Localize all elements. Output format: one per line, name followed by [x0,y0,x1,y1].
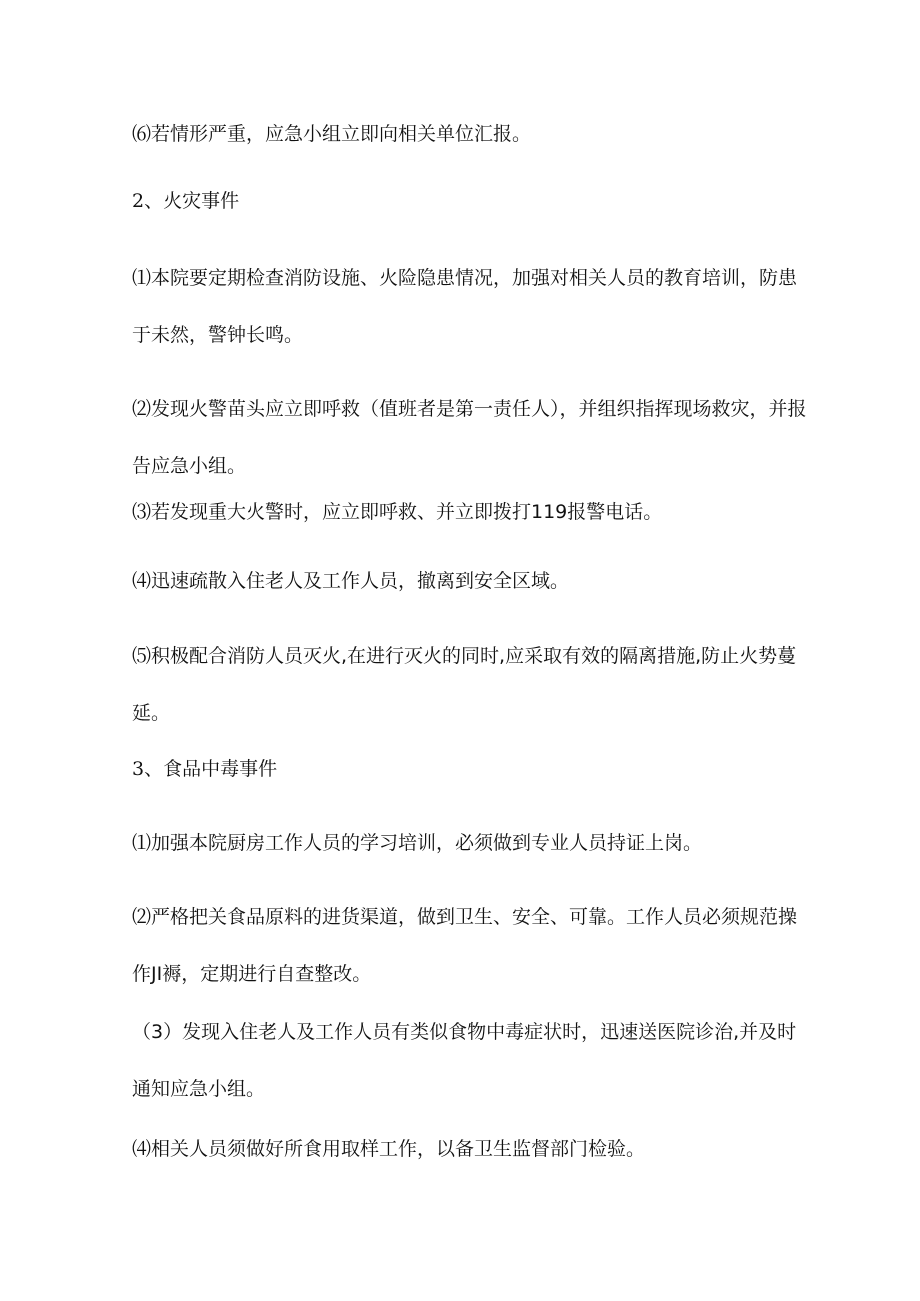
section-heading-fire: 2、火灾事件 [132,190,240,212]
paragraph-food-1: ⑴加强本院厨房工作人员的学习培训，必须做到专业人员持证上岗。 [132,832,703,854]
paragraph-food-4: ⑷相关人员须做好所食用取样工作，以备卫生监督部门检验。 [132,1138,646,1160]
paragraph-fire-5: ⑸积极配合消防人员灭火,在进行灭火的同时,应采取有效的隔离措施,防止火势蔓延。 [132,645,797,724]
paragraph-fire-4: ⑷迅速疏散入住老人及工作人员，撤离到安全区域。 [132,570,570,592]
paragraph-fire-2: ⑵发现火警苗头应立即呼救（值班者是第一责任人），并组织指挥现场救灾，并报告应急小组。 [132,398,807,477]
paragraph-food-2: ⑵严格把关食品原料的进货渠道，做到卫生、安全、可靠。工作人员必须规范操作JI褥，定期进行自查整改。 [132,906,798,985]
paragraph-fire-1: ⑴本院要定期检查消防设施、火险隐患情况，加强对相关人员的教育培训，防患于未然，警钟长鸣。 [132,267,798,346]
paragraph-food-3: （3）发现入住老人及工作人员有类似食物中毒症状时，迅速送医院诊治,并及时通知应急小组。 [132,1021,797,1100]
section-heading-food-poisoning: 3、食品中毒事件 [132,758,278,780]
paragraph-item-6-report: ⑹若情形严重，应急小组立即向相关单位汇报。 [132,123,532,145]
paragraph-fire-3: ⑶若发现重大火警时，应立即呼救、并立即拨打119报警电话。 [132,501,663,523]
